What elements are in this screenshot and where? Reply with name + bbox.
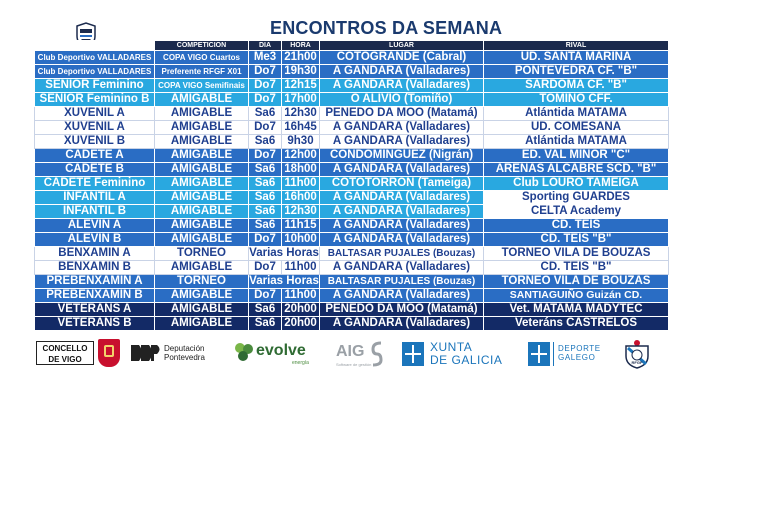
time-cell: 16h00 [282, 191, 320, 205]
day-cell: Do7 [249, 233, 282, 247]
schedule-table [34, 40, 669, 331]
day-cell: Do7 [249, 65, 282, 79]
competition-cell: COPA VIGO Semifinais [155, 79, 249, 93]
table-row [35, 121, 669, 135]
competition-cell: AMIGABLE [155, 135, 249, 149]
rival-cell: ARENAS ALCABRE SCD. "B" [484, 163, 669, 177]
day-cell: Sa6 [249, 219, 282, 233]
rival-cell: UD. COMESAÑA [484, 121, 669, 135]
day-cell: Sa6 [249, 205, 282, 219]
table-row [35, 79, 669, 93]
rival-cell: Veteráns CASTRELOS [484, 317, 669, 331]
venue-cell: O ALIVIO (Tomiño) [320, 93, 484, 107]
venue-cell: A GÁNDARA (Valladares) [320, 163, 484, 177]
deputacion-mark-icon [130, 344, 162, 362]
rival-cell: UD. SANTA MARIÑA [484, 51, 669, 65]
header-time: HORA [282, 41, 320, 51]
rfgf-crest-icon [624, 339, 650, 369]
rival-cell: Atlántida MATAMÁ [484, 135, 669, 149]
rival-cell: CD. TEIS "B" [484, 233, 669, 247]
venue-cell: A GÁNDARA (Valladares) [320, 135, 484, 149]
time-cell: 11h00 [282, 261, 320, 275]
competition-cell: AMIGABLE [155, 317, 249, 331]
competition-cell: AMIGABLE [155, 205, 249, 219]
competition-cell: COPA VIGO Cuartos [155, 51, 249, 65]
competition-cell: TORNEO [155, 275, 249, 289]
deporte-galego-wordmark [558, 344, 601, 362]
time-cell: 18h00 [282, 163, 320, 177]
rival-cell: Sporting GUARDÉS [484, 191, 669, 205]
aig-mark-icon [370, 340, 384, 368]
table-row [35, 303, 669, 317]
deporte-line2: GALEGO [558, 353, 596, 362]
header-competition: COMPETICION [155, 41, 249, 51]
table-row [35, 261, 669, 275]
venue-cell: A GÁNDARA (Valladares) [320, 65, 484, 79]
day-cell: Sa6 [249, 191, 282, 205]
team-cell: ALEVIN B [35, 233, 155, 247]
team-cell: INFANTIL A [35, 191, 155, 205]
day-cell: Sa6 [249, 135, 282, 149]
table-row [35, 107, 669, 121]
day-time-cell: Varias Horas [249, 275, 319, 287]
table-header-row [35, 41, 669, 51]
day-cell: Do7 [249, 289, 282, 303]
team-cell: PREBENXAMIN A [35, 275, 155, 289]
venue-cell: A GÁNDARA (Valladares) [320, 205, 484, 219]
time-cell: 21h00 [282, 51, 320, 65]
competition-cell: AMIGABLE [155, 303, 249, 317]
competition-cell: AMIGABLE [155, 233, 249, 247]
rival-cell: TOMIÑO CFF. [484, 93, 669, 107]
rival-cell: CD. TEIS [484, 219, 669, 233]
venue-cell: A GÁNDARA (Valladares) [320, 317, 484, 331]
table-row [35, 289, 669, 303]
venue-cell: BALTASAR PUJALES (Bouzas) [320, 247, 484, 261]
xunta-wordmark [430, 341, 502, 367]
competition-cell: AMIGABLE [155, 177, 249, 191]
rival-cell: TORNEO VILA DE BOUZAS [484, 247, 669, 261]
table-row [35, 177, 669, 191]
evolve-subtitle: energía [292, 360, 309, 366]
time-cell: 16h45 [282, 121, 320, 135]
competition-cell: AMIGABLE [155, 121, 249, 135]
venue-cell: PENEDO DA MOO (Matamá) [320, 107, 484, 121]
concello-line1: CONCELLO [42, 344, 88, 353]
table-row [35, 191, 669, 205]
day-cell: Sa6 [249, 107, 282, 121]
day-cell: Do7 [249, 79, 282, 93]
competition-cell: AMIGABLE [155, 289, 249, 303]
day-cell: Sa6 [249, 177, 282, 191]
rival-cell: Club LOURO TAMEIGA [484, 177, 669, 191]
header-team [35, 41, 155, 51]
time-cell: 12h30 [282, 107, 320, 121]
competition-cell: AMIGABLE [155, 149, 249, 163]
competition-cell: AMIGABLE [155, 261, 249, 275]
competition-cell: AMIGABLE [155, 107, 249, 121]
xunta-flag-icon [402, 342, 424, 366]
team-cell: CADETE Feminino [35, 177, 155, 191]
competition-cell: AMIGABLE [155, 219, 249, 233]
table-row [35, 93, 669, 107]
venue-cell: BALTASAR PUJALES (Bouzas) [320, 275, 484, 289]
team-cell: BENXAMIN B [35, 261, 155, 275]
time-cell: 11h15 [282, 219, 320, 233]
team-cell: XUVENIL B [35, 135, 155, 149]
venue-cell: A GÁNDARA (Valladares) [320, 191, 484, 205]
table-row [35, 219, 669, 233]
competition-cell: AMIGABLE [155, 93, 249, 107]
header-day: DIA [249, 41, 282, 51]
venue-cell: A GÁNDARA (Valladares) [320, 219, 484, 233]
deputacion-line1: Deputación [164, 344, 205, 353]
deporte-galego-divider [553, 342, 554, 366]
rival-cell: Vet. MATAMÁ MADYTEC [484, 303, 669, 317]
rfgf-label: RFGF [631, 360, 643, 365]
team-cell: INFANTIL B [35, 205, 155, 219]
venue-cell: COTOTORRON (Tameiga) [320, 177, 484, 191]
competition-cell: AMIGABLE [155, 163, 249, 177]
rival-cell: CD. TEIS "B" [484, 261, 669, 275]
xunta-line1: XUNTA [430, 340, 473, 354]
venue-cell: COTOGRANDE (Cabral) [320, 51, 484, 65]
team-cell: Club Deportivo VALLADARES [35, 65, 155, 79]
venue-cell: A GÁNDARA (Valladares) [320, 261, 484, 275]
table-row [35, 149, 669, 163]
competition-cell: Preferente RFGF X01 [155, 65, 249, 79]
concello-line2: DE VIGO [48, 355, 82, 364]
table-row [35, 163, 669, 177]
day-cell: Sa6 [249, 163, 282, 177]
evolve-wordmark: evolve [256, 342, 306, 359]
day-cell: Do7 [249, 121, 282, 135]
venue-cell: A GÁNDARA (Valladares) [320, 233, 484, 247]
team-cell: VETERANS A [35, 303, 155, 317]
rival-cell: ED. VAL MIÑOR "C" [484, 149, 669, 163]
venue-cell: A GÁNDARA (Valladares) [320, 289, 484, 303]
aig-wordmark: AIG [336, 343, 365, 360]
aig-subtitle: Software de gestión [336, 362, 372, 367]
time-cell: 11h00 [282, 289, 320, 303]
competition-cell: AMIGABLE [155, 191, 249, 205]
table-row [35, 65, 669, 79]
rival-cell: PONTEVEDRA CF. "B" [484, 65, 669, 79]
time-cell: 20h00 [282, 303, 320, 317]
rival-cell: Atlántida MATAMÁ [484, 107, 669, 121]
team-cell: XUVENIL A [35, 107, 155, 121]
page-title: ENCONTROS DA SEMANA [270, 18, 503, 38]
time-cell: 19h30 [282, 65, 320, 79]
team-cell: CADETE A [35, 149, 155, 163]
venue-cell: CONDOMINGUEZ (Nigrán) [320, 149, 484, 163]
concello-vigo-logo [36, 341, 94, 365]
time-cell: 12h00 [282, 149, 320, 163]
time-cell: 20h00 [282, 317, 320, 331]
day-time-cell: Varias Horas [249, 247, 319, 259]
time-cell: 10h00 [282, 233, 320, 247]
day-cell: Do7 [249, 149, 282, 163]
day-cell: Do7 [249, 93, 282, 107]
time-cell: 11h00 [282, 177, 320, 191]
header-rival: RIVAL [484, 41, 669, 51]
evolve-leaf-icon [234, 342, 254, 362]
table-row [35, 317, 669, 331]
day-cell: Do7 [249, 261, 282, 275]
team-cell: CADETE B [35, 163, 155, 177]
deporte-line1: DEPORTE [558, 344, 601, 353]
team-cell: BENXAMIN A [35, 247, 155, 261]
rival-cell: SARDOMA CF. "B" [484, 79, 669, 93]
deputacion-line2: Pontevedra [164, 353, 205, 362]
rival-cell: SANTIAGUIÑO Guizán CD. [484, 289, 669, 303]
team-cell: SENIOR Feminino B [35, 93, 155, 107]
table-row [35, 51, 669, 65]
team-cell: XUVENIL A [35, 121, 155, 135]
day-cell: Sa6 [249, 317, 282, 331]
team-cell: VETERANS B [35, 317, 155, 331]
venue-cell: A GÁNDARA (Valladares) [320, 121, 484, 135]
team-cell: ALEVIN A [35, 219, 155, 233]
xunta-line2: DE GALICIA [430, 353, 503, 367]
table-row [35, 233, 669, 247]
deputacion-text [164, 344, 205, 362]
time-cell: 17h00 [282, 93, 320, 107]
venue-cell: PENEDO DA MOO (Matamá) [320, 303, 484, 317]
day-cell: Me3 [249, 51, 282, 65]
team-cell: PREBENXAMIN B [35, 289, 155, 303]
competition-cell: TORNEO [155, 247, 249, 261]
rival-cell: CELTA Academy [484, 205, 669, 219]
venue-cell: A GÁNDARA (Valladares) [320, 79, 484, 93]
team-cell: SENIOR Feminino [35, 79, 155, 93]
deporte-galego-flag-icon [528, 342, 550, 366]
table-row [35, 275, 669, 289]
table-row [35, 205, 669, 219]
table-row [35, 247, 669, 261]
rival-cell: TORNEO VILA DE BOUZAS [484, 275, 669, 289]
time-cell: 12h15 [282, 79, 320, 93]
team-cell: Club Deportivo VALLADARES [35, 51, 155, 65]
vigo-shield-icon [98, 339, 120, 367]
day-cell: Sa6 [249, 303, 282, 317]
header-venue: LUGAR [320, 41, 484, 51]
table-row [35, 135, 669, 149]
sponsor-logos [30, 336, 670, 376]
time-cell: 12h30 [282, 205, 320, 219]
time-cell: 9h30 [282, 135, 320, 149]
